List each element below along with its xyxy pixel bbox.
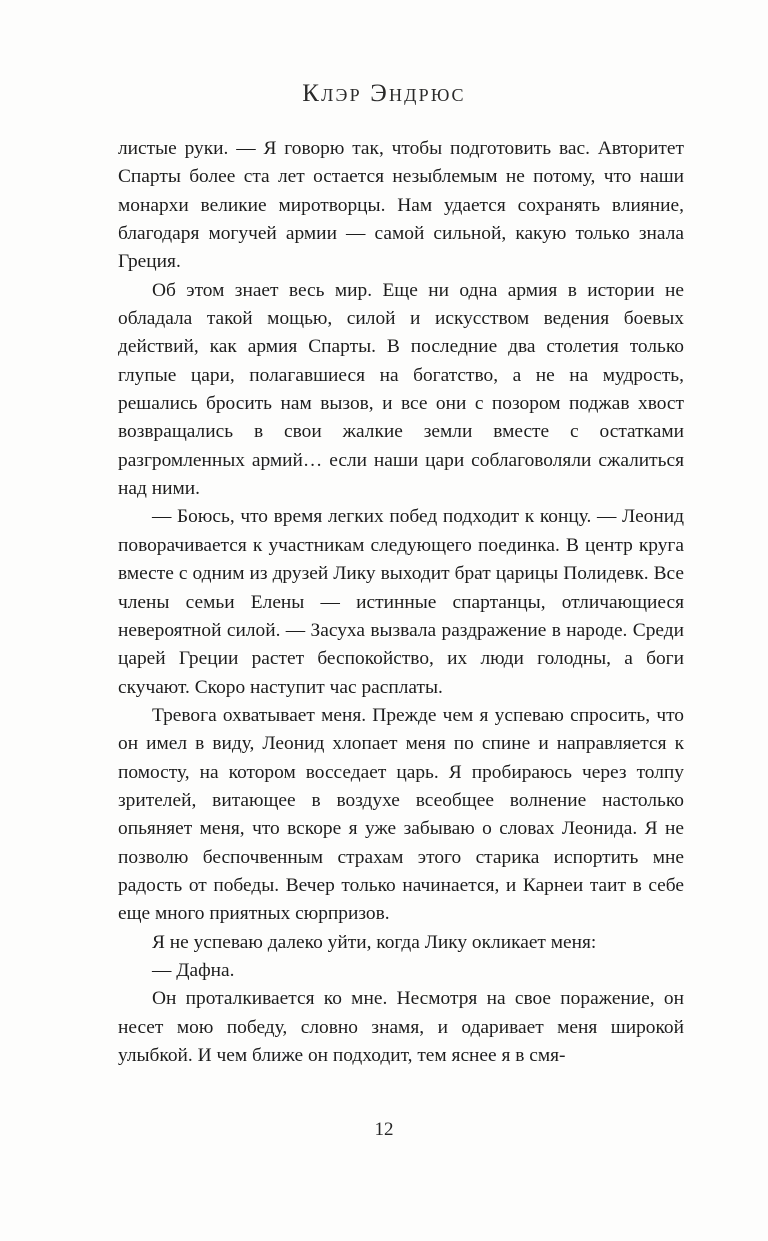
paragraph: листые руки. — Я говорю так, чтобы подготовить вас. Авторитет Спарты более ста лет остается незыблемым не потому, что наши монархи великие миротворцы. Нам удается сохранять влияние, благодаря могучей армии — самой сильной, какую только знала Греция. (118, 138, 684, 273)
paragraph: Он проталкивается ко мне. Несмотря на свое поражение, он несет мою победу, словно знамя, и одаривает меня широкой улыбкой. И чем ближе он подходит, тем яснее я в смя- (118, 988, 684, 1066)
paragraph: Тревога охватывает меня. Прежде чем я успеваю спросить, что он имел в виду, Леонид хлопает меня по спине и направляется к помосту, на котором восседает царь. Я пробираюсь через толпу зрителей, витающее в воздухе всеобщее волнение настолько опьяняет меня, что вскоре я уже забываю о словах Леонида. Я не позволю беспочвенным страхам этого старика испортить мне радость от победы. Вечер только начинается, и Карнеи таит в себе еще много приятных сюрпризов. (118, 704, 684, 925)
running-head: Клэр Эндрюс (302, 80, 466, 107)
paragraph: — Дафна. (152, 959, 235, 981)
paragraph: — Боюсь, что время легких побед подходит к концу. — Леонид поворачивается к участникам следующего поединка. В центр круга вместе с одним из друзей Лику выходит брат царицы Полидевк. Все члены семьи Елены — истинные спартанцы, отличающиеся невероятной силой. — Засуха вызвала раздражение в народе. Среди царей Греции растет беспокойство, их люди голодны, а боги скучают. Скоро наступит час расплаты. (118, 506, 684, 698)
body-text-block (118, 135, 684, 1070)
page-number: 12 (374, 1119, 394, 1140)
paragraph: Я не успеваю далеко уйти, когда Лику окликает меня: (152, 931, 597, 953)
paragraph: Об этом знает весь мир. Еще ни одна армия в истории не обладала такой мощью, силой и искусством ведения боевых действий, как армия Спарты. В последние два столетия только глупые цари, полагавшиеся на богатство, а не на мудрость, решались бросить нам вызов, и все они с позором поджав хвост возвращались в свои жалкие земли вместе с остатками разгромленных армий… если наши цари соблаговоляли сжалиться над ними. (118, 279, 684, 500)
